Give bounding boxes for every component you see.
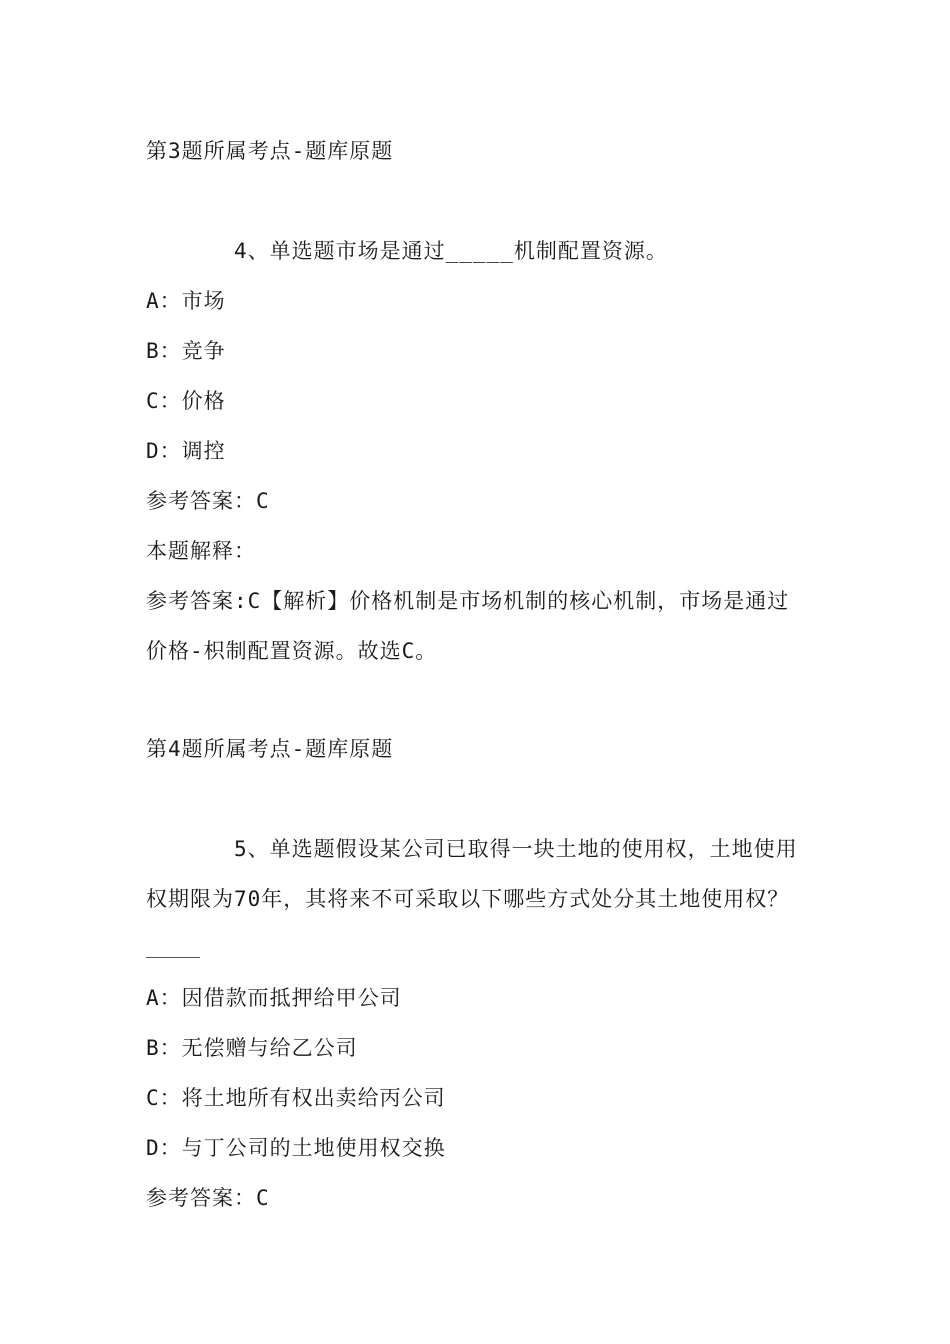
q4-explanation-line-2: 价格-枳制配置资源。故选C。 xyxy=(146,639,438,663)
q5-option-d: D：与丁公司的土地使用权交换 xyxy=(146,1136,446,1160)
q5-question-stem-line-2: 权期限为70年，其将来不可采取以下哪些方式处分其土地使用权？ xyxy=(146,887,790,911)
q4-question-stem: 4、单选题市场是通过_____机制配置资源。 xyxy=(234,239,668,263)
q4-option-d: D：调控 xyxy=(146,439,226,463)
answer-blank-rule xyxy=(146,957,200,958)
q5-option-c: C：将土地所有权出卖给丙公司 xyxy=(146,1086,446,1110)
q5-answer: 参考答案：C xyxy=(146,1186,270,1210)
q4-option-b: B：竞争 xyxy=(146,339,226,363)
q4-category-footer: 第4题所属考点-题库原题 xyxy=(146,737,394,761)
q4-option-a: A：市场 xyxy=(146,289,226,313)
q5-option-b: B：无偿赠与给乙公司 xyxy=(146,1036,358,1060)
q4-answer: 参考答案：C xyxy=(146,489,270,513)
q4-explanation-line-1: 参考答案:C【解析】价格机制是市场机制的核心机制，市场是通过 xyxy=(146,589,790,613)
q4-option-c: C：价格 xyxy=(146,389,226,413)
q4-explanation-label: 本题解释： xyxy=(146,539,256,563)
q5-option-a: A：因借款而抵押给甲公司 xyxy=(146,986,402,1010)
q3-category-footer: 第3题所属考点-题库原题 xyxy=(146,139,394,163)
q5-question-stem-line-1: 5、单选题假设某公司已取得一块土地的使用权，土地使用 xyxy=(234,837,798,861)
